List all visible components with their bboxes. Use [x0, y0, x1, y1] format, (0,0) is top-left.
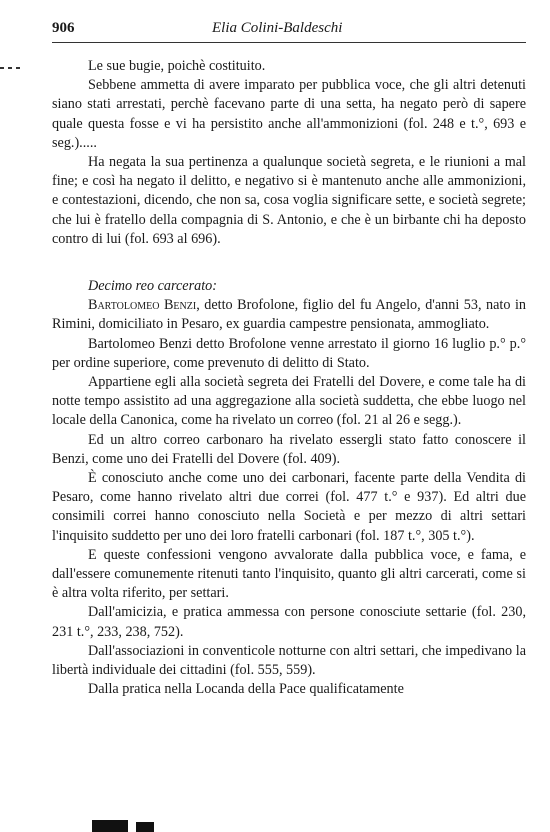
paragraph: Le sue bugie, poichè costituito.	[88, 58, 266, 74]
paragraph: Ha negata la sua pertinenza a qualunque società segreta, e le riunioni a mal fine; e così ha negato il delitto, e negativo si è mantenuto anche alle ammonizioni, e contestazioni, dicendo, che non sa, cosa voglia significare sette, e società segrete; che lui è fratello della compagnia di S. Antonio, e che è un birbante chi ha deposto contro di lui (fol. 693 al 696).	[52, 154, 526, 247]
paragraph: Sebbene ammetta di avere imparato per pubblica voce, che gli altri detenuti siano stati arrestati, perchè facevano parte di una setta, ha negato però di sapere quale questa fosse e vi ha persistito anche all'ammonizioni (fol. 248 e t.°, 693 e seg.).....	[52, 77, 526, 151]
paragraph: E queste confessioni vengono avvalorate dalla pubblica voce, e fama, e dall'essere comunemente ritenuti tanto l'inquisito, quanto gli altri carcerati, come si è altra volta riferito, per settari.	[52, 546, 526, 602]
paragraph: Dalla pratica nella Locanda della Pace qualificatamente	[88, 681, 404, 698]
ink-blot	[136, 822, 154, 832]
running-head: Elia Colini-Baldeschi	[212, 20, 343, 36]
page-number: 906	[52, 20, 75, 36]
defendant-details: , detto Brofolone, figlio del fu Angelo, d'anni 53, nato in Rimini, domiciliato in Pesaro, ex guardia campestre pensionata, ammogliato.	[52, 297, 526, 333]
paragraph: Dall'associazioni in conventicole notturne con altri settari, che impedivano la libertà individuale dei cittadini (fol. 555, 559).	[52, 642, 526, 679]
paragraph: Ed un altro correo carbonaro ha rivelato essergli stato fatto conoscere il Benzi, come uno dei Fratelli del Dovere (fol. 409).	[52, 431, 526, 467]
ink-blot	[92, 820, 128, 832]
page-header	[52, 20, 526, 43]
paragraph: Bartolomeo Benzi detto Brofolone venne arrestato il giorno 16 luglio p.° p.° per ordine superiore, come prevenuto di delitto di Stato.	[52, 335, 526, 371]
paragraph: È conosciuto anche come uno dei carbonari, facente parte della Vendita di Pesaro, come hanno rivelato altri due correi (fol. 477 t.° e 937). Ed altri due consimili correi hanno conosciuto nella Società e per mezzo di altri settari l'inquisito suddetto per uno dei loro fratelli carbonari (fol. 187 t.°, 305 t.°).	[52, 470, 526, 544]
body-text	[52, 57, 526, 700]
paragraph: Appartiene egli alla società segreta dei Fratelli del Dovere, e come tale ha di notte tempo assistito ad una aggregazione alla società suddetta, che ebbe luogo nel locale della Canonica, come ha rivelato un correo (fol. 21 al 26 e segg.).	[52, 374, 526, 429]
defendant-name: Bartolomeo Benzi	[88, 297, 197, 314]
section-title: Decimo reo carcerato:	[88, 278, 217, 295]
paragraph: Dall'amicizia, e pratica ammessa con persone conosciute settarie (fol. 230, 231 t.°, 233, 238, 752).	[52, 604, 526, 640]
paragraph	[52, 296, 526, 334]
margin-mark	[0, 67, 20, 69]
